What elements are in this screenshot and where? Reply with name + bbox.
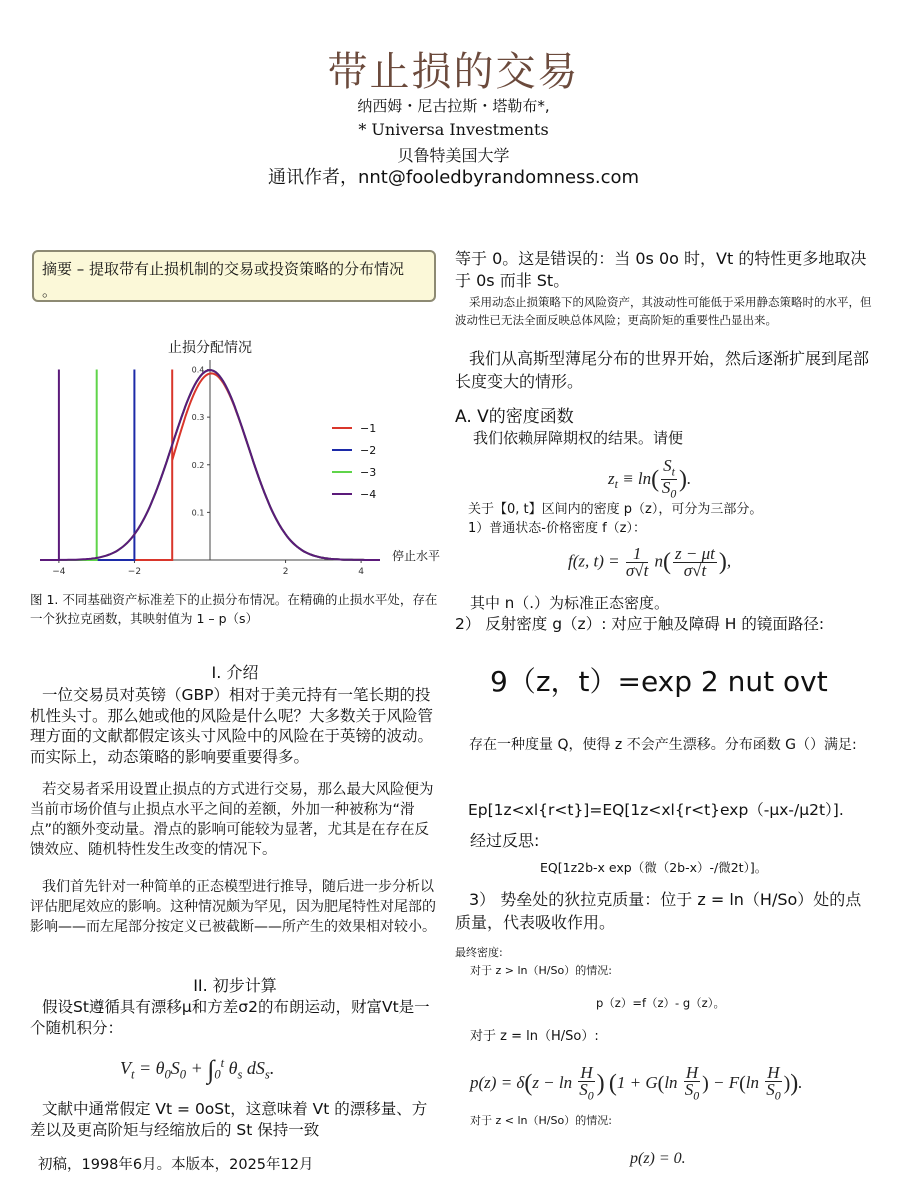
right-paragraph-3: 我们从高斯型薄尾分布的世界开始，然后逐渐扩展到尾部长度变大的情形。 [455, 349, 870, 391]
right-paragraph-7: 2） 反射密度 g（z）: 对应于触及障碍 H 的镜面路径: [455, 615, 825, 633]
right-paragraph-1: 等于 0。这是错误的：当 0s 0o 时，Vt 的特性更多地取决于 0s 而非 St。 [455, 249, 867, 290]
figure-caption: 图 1. 不同基础资产标准差下的止损分布情况。在精确的止损水平处，存在一个狄拉克函数，其映射值为 1 – p（s） [30, 592, 438, 626]
paper-title: 带止损的交易 [327, 49, 580, 95]
abstract-text: 摘要 – 提取带有止损机制的交易或投资策略的分布情况 [42, 260, 405, 278]
right-paragraph-11: 最终密度: [455, 946, 503, 959]
abstract-box [32, 250, 436, 302]
section-heading-preliminary: II. 初步计算 [193, 976, 277, 995]
chart-y-tick-label: 0.1 [191, 508, 205, 518]
chart-legend [332, 422, 376, 501]
right-paragraph-6: 其中 n（.）为标准正态密度。 [470, 594, 670, 612]
chart-legend-label-3: −3 [360, 466, 377, 479]
affiliation-1: * Universa Investments [358, 120, 549, 139]
chart-legend-label-2: −2 [360, 444, 377, 457]
section-heading-intro: I. 介绍 [211, 663, 259, 682]
right-paragraph-5: 关于【0, t】区间内的密度 p（z），可分为三部分。1）普通状态-价格密度 f（z）： [468, 502, 763, 536]
equation-reflection: EQ[1z2b-x exp（微（2b-x）-/微2t）]。 [540, 860, 768, 875]
right-paragraph-10: 3） 势垒处的狄拉克质量：位于 z = ln（H/So）处的点质量，代表吸收作用。 [455, 890, 862, 932]
chart-y-tick-label: 0.3 [191, 413, 205, 423]
right-paragraph-13: 对于 z = ln（H/So）: [470, 1029, 599, 1044]
chart-x-tick-label: −4 [52, 567, 66, 577]
chart-axes [40, 360, 380, 577]
chart-x-tick-label: −2 [127, 567, 142, 577]
right-paragraph-2: 采用动态止损策略下的风险资产，其波动性可能低于采用静态策略时的水平，但波动性已无法全面反映总体风险；更高阶矩的重要性凸显出来。 [455, 295, 872, 327]
chart-x-tick-label: 2 [282, 567, 289, 577]
chart-x-tick-label: 4 [358, 567, 364, 577]
chart-title: 止损分配情况 [168, 340, 252, 356]
correspondence-line: 通讯作者，nnt@fooledbyrandomness.com [267, 167, 640, 188]
equation-g-density: 9（z，t）=exp 2 nut ovt [490, 665, 828, 698]
equation-final-density-below: p(z) = 0. [630, 1150, 686, 1167]
preliminary-paragraph-1: 假设St遵循具有漂移μ和方差σ2的布朗运动，财富Vt是一个随机积分： [30, 998, 430, 1037]
right-paragraph-12: 对于 z > ln（H/So）的情况: [470, 964, 612, 977]
right-paragraph-4: 我们依赖屏障期权的结果。请便 [473, 429, 684, 447]
equation-measure-change: Ep[1z<xl{r<t}]=EQ[1z<xl{r<t}exp（-μx-/μ2t）]. [468, 801, 844, 819]
chart-x-axis-label: 停止水平 [392, 549, 440, 563]
right-paragraph-9: 经过反思: [470, 831, 540, 850]
abstract-text-tail: 。 [42, 282, 58, 300]
affiliation-2: 贝鲁特美国大学 [397, 146, 510, 165]
chart-legend-label-1: −1 [360, 422, 377, 435]
equation-wealth-integral: $V_t = \theta_0S_0 + \int_0^t$ $\theta_s$ $dS_s$. [120, 1055, 275, 1084]
author-line: 纳西姆・尼古拉斯・塔勒布*, [357, 97, 550, 115]
right-paragraph-8: 存在一种度量 Q，使得 z 不会产生漂移。分布函数 G（）满足: [469, 737, 857, 753]
equation-f-density: f(z, t) = $\frac{1}{\sigma√t}$ n( $\frac{z - \mu t}{\sigma√t}$ ), [568, 544, 732, 580]
intro-paragraph-1: 一位交易员对英镑（GBP）相对于美元持有一笔长期的投机性头寸。那么她或他的风险是什么呢？大多数关于风险管理方面的文献都假定该头寸风险中的风险在于英镑的波动。而实际上，动态策略的影响要重要得多。 [30, 686, 434, 766]
stop-loss-chart [30, 330, 440, 590]
equation-z-definition: $z_t \equiv \ln$( $\frac{S_t}{S_0}$ ). [608, 456, 692, 501]
draft-footer: 初稿，1998年6月。本版本，2025年12月 [38, 1157, 314, 1173]
chart-legend-label-4: −4 [360, 488, 377, 501]
chart-y-tick-label: 0.4 [191, 365, 205, 375]
right-paragraph-14: 对于 z < ln（H/So）的情况: [470, 1114, 612, 1127]
chart-y-tick-label: 0.2 [191, 460, 205, 470]
equation-final-density-above: p（z）=f（z）- g（z）。 [596, 996, 725, 1010]
preliminary-paragraph-2: 文献中通常假定 Vt = 0oSt，这意味着 Vt 的漂移量、方差以及更高阶矩与经缩放后的 St 保持一致 [30, 1100, 428, 1139]
intro-paragraph-2: 若交易者采用设置止损点的方式进行交易，那么最大风险便为当前市场价值与止损点水平之间的差额，外加一种被称为“滑点”的额外变动量。滑点的影响可能较为显著，尤其是在存在反馈效应、随机特性发生改变的情况下。 [30, 782, 434, 858]
subsection-heading-density: A. V的密度函数 [455, 407, 574, 427]
intro-paragraph-3: 我们首先针对一种简单的正态模型进行推导，随后进一步分析以评估肥尾效应的影响。这种情况颇为罕见，因为肥尾特性对尾部的影响——而左尾部分按定义已被截断——所产生的效果相对较小。 [30, 879, 436, 935]
equation-dirac-mass: p(z) = δ(z − ln $\frac{H}{S_0}$ ) (1 + G(ln $\frac{H}{S_0}$ ) − F(ln $\frac{H}{S_0}$ )). [470, 1063, 803, 1103]
